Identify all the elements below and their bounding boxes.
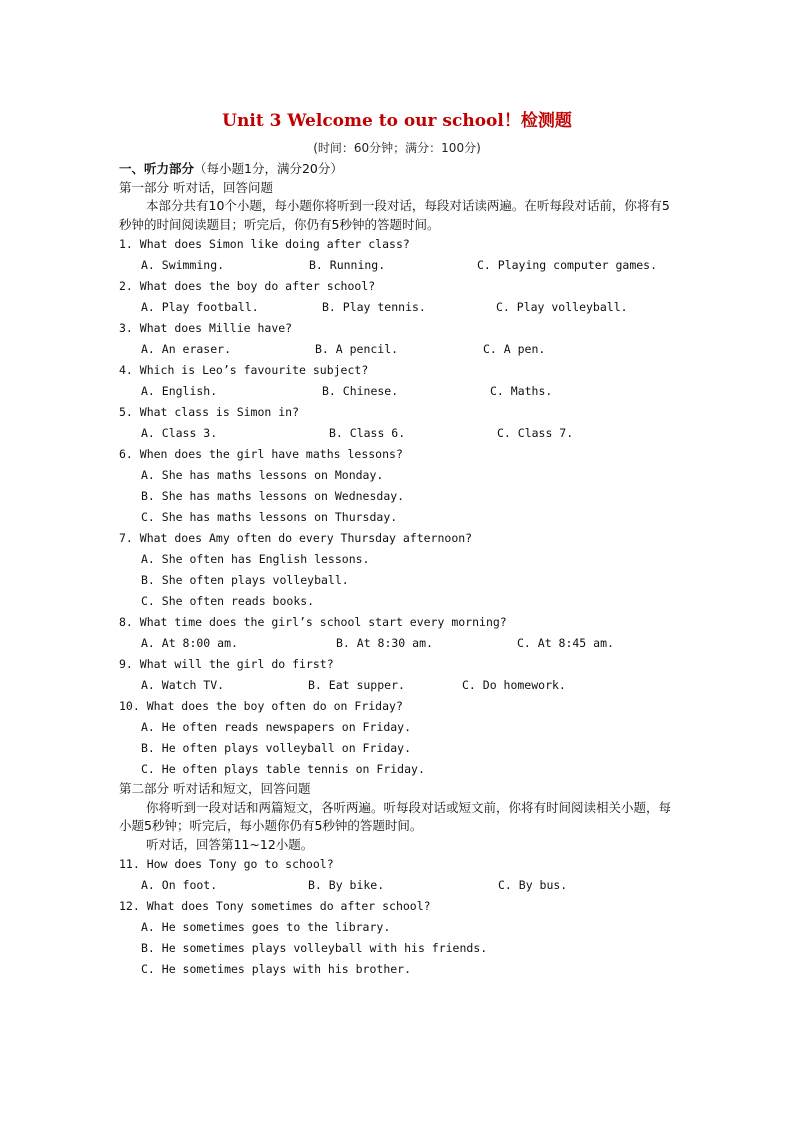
option-1a: A. Swimming. (141, 258, 225, 272)
option-9c: C. Do homework. (462, 678, 566, 692)
option-4a: A. English. (141, 384, 218, 398)
option-9a: A. Watch TV. (141, 678, 225, 692)
option-5a: A. Class 3. (141, 426, 218, 440)
question-1: 1. What does Simon like doing after class? (119, 237, 410, 251)
question-7: 7. What does Amy often do every Thursday afternoon? (119, 531, 473, 545)
option-6a: A. She has maths lessons on Monday. (141, 468, 384, 482)
question-6: 6. When does the girl have maths lessons? (119, 447, 403, 461)
part2-instructions-text: 你将听到一段对话和两篇短文，各听两遍。听每段对话或短文前，你将有时间阅读相关小题，每小题5秒钟；听完后，每小题你仍有5秒钟的答题时间。 (119, 799, 672, 833)
section-title: 一、听力部分 (119, 161, 195, 176)
question-10: 10. What does the boy often do on Friday? (119, 699, 403, 713)
option-3b: B. A pencil. (315, 342, 399, 356)
option-2c: C. Play volleyball. (496, 300, 628, 314)
option-12a: A. He sometimes goes to the library. (141, 920, 391, 934)
options-9 (119, 675, 679, 696)
part2-instructions (119, 799, 679, 836)
question-12: 12. What does Tony sometimes do after school? (119, 899, 431, 913)
option-10a: A. He often reads newspapers on Friday. (141, 720, 412, 734)
question-4: 4. Which is Leo’s favourite subject? (119, 363, 369, 377)
options-2 (119, 297, 679, 318)
part1-title: 第一部分 听对话，回答问题 (119, 179, 273, 195)
option-8c: C. At 8:45 am. (517, 636, 614, 650)
options-8 (119, 633, 679, 654)
part1-instructions (119, 197, 679, 234)
option-1c: C. Playing computer games. (477, 258, 658, 272)
option-12b: B. He sometimes plays volleyball with his friends. (141, 941, 488, 955)
option-2a: A. Play football. (141, 300, 259, 314)
option-2b: B. Play tennis. (322, 300, 426, 314)
option-3c: C. A pen. (483, 342, 546, 356)
option-4c: C. Maths. (490, 384, 553, 398)
option-1b: B. Running. (309, 258, 386, 272)
option-11a: A. On foot. (141, 878, 218, 892)
section-heading (119, 160, 679, 179)
section-note: （每小题1分，满分20分） (194, 161, 343, 176)
question-11: 11. How does Tony go to school? (119, 857, 334, 871)
option-6c: C. She has maths lessons on Thursday. (141, 510, 398, 524)
exam-content (119, 160, 679, 980)
option-9b: B. Eat supper. (308, 678, 405, 692)
option-3a: A. An eraser. (141, 342, 232, 356)
option-6b: B. She has maths lessons on Wednesday. (141, 489, 405, 503)
options-5 (119, 423, 679, 444)
options-3 (119, 339, 679, 360)
option-5c: C. Class 7. (497, 426, 574, 440)
option-7b: B. She often plays volleyball. (141, 573, 349, 587)
page-title: Unit 3 Welcome to our school！检测题 (222, 111, 572, 131)
option-8b: B. At 8:30 am. (336, 636, 433, 650)
question-8: 8. What time does the girl’s school start every morning? (119, 615, 507, 629)
option-7c: C. She often reads books. (141, 594, 315, 608)
options-4 (119, 381, 679, 402)
part1-instructions-text: 本部分共有10个小题，每小题你将听到一段对话，每段对话读两遍。在听每段对话前，你将有5秒钟的时间阅读题目；听完后，你仍有5秒钟的答题时间。 (119, 198, 670, 232)
options-1 (119, 255, 679, 276)
part2-sub-instruction: 听对话，回答第11~12小题。 (146, 836, 314, 852)
question-5: 5. What class is Simon in? (119, 405, 300, 419)
question-2: 2. What does the boy do after school? (119, 279, 376, 293)
option-7a: A. She often has English lessons. (141, 552, 370, 566)
part2-title: 第二部分 听对话和短文，回答问题 (119, 781, 311, 796)
question-3: 3. What does Millie have? (119, 321, 293, 335)
question-9: 9. What will the girl do first? (119, 657, 334, 671)
option-10b: B. He often plays volleyball on Friday. (141, 741, 412, 755)
option-12c: C. He sometimes plays with his brother. (141, 962, 412, 976)
option-11c: C. By bus. (498, 878, 568, 892)
exam-info: (时间：60分钟；满分：100分) (313, 141, 481, 155)
options-11 (119, 875, 679, 896)
option-11b: B. By bike. (308, 878, 385, 892)
option-10c: C. He often plays table tennis on Friday. (141, 762, 425, 776)
option-4b: B. Chinese. (322, 384, 399, 398)
option-8a: A. At 8:00 am. (141, 636, 238, 650)
option-5b: B. Class 6. (329, 426, 406, 440)
